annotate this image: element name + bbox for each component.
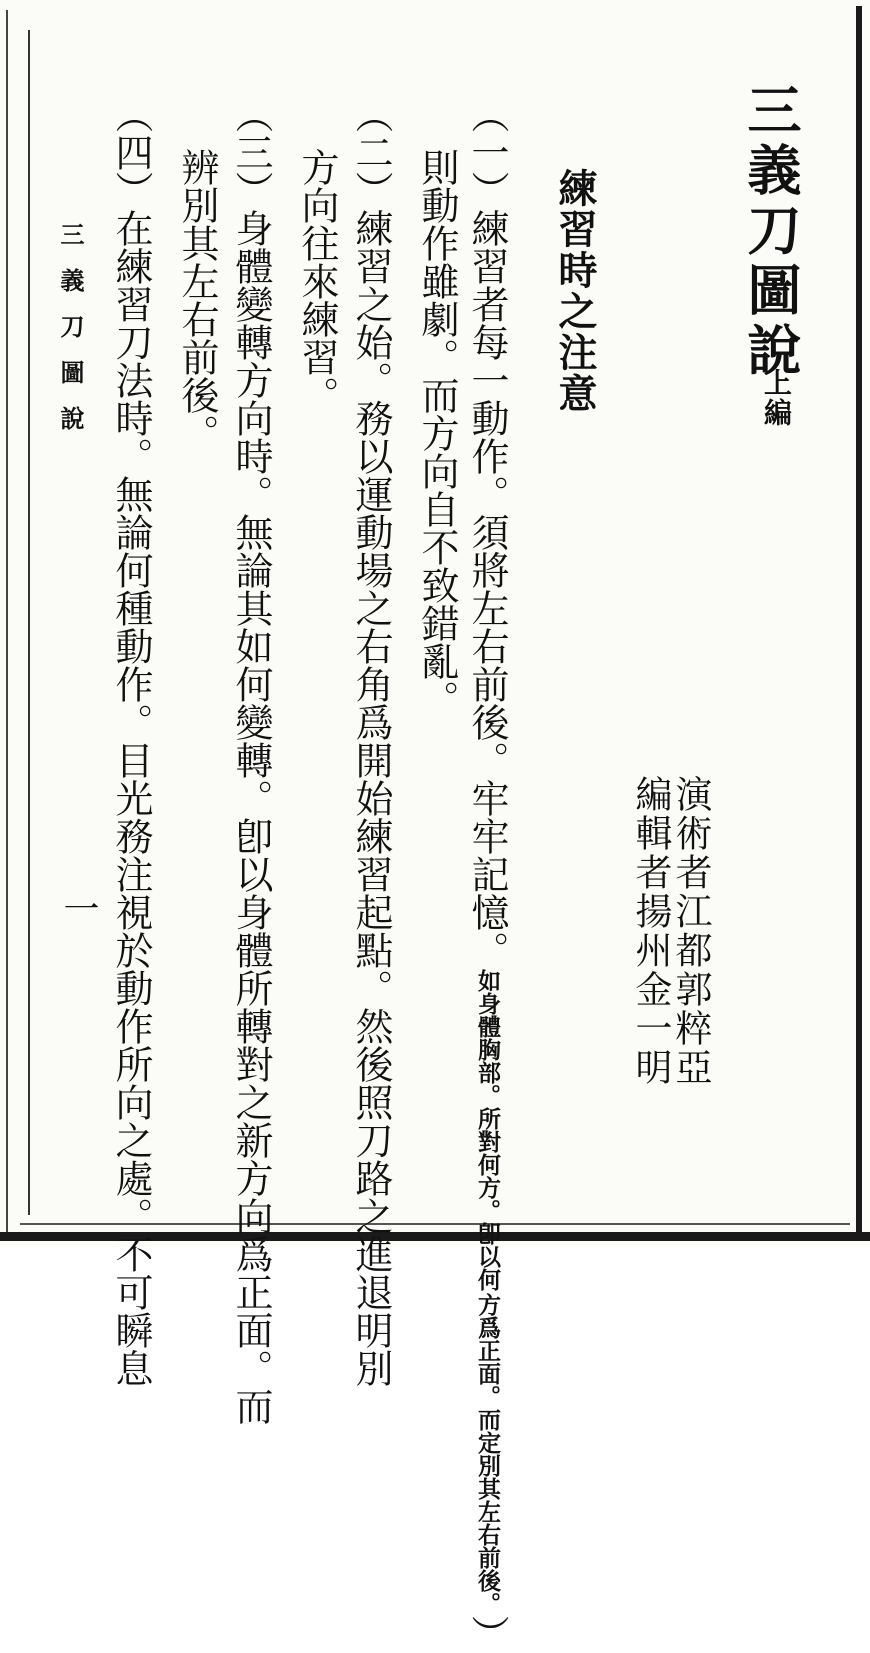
paragraph-4-line-1: （四）在練習刀法時。無論何種動作。目光務注視於動作所向之處。不可瞬息 (109, 95, 153, 1387)
annotation-line-1: 如身體胸部。所對何方。卽以何 (474, 969, 501, 1291)
running-head: 三義刀圖說 (56, 222, 85, 452)
byline-performer: 演術者江都郭粹亞 (669, 775, 712, 1087)
byline-editor: 編輯者揚州金一明 (629, 775, 672, 1087)
annotation-line-2: 方爲正面。而定別其左右前後。 (474, 1293, 501, 1615)
page-number: 一 (58, 890, 99, 926)
book-title: 三義刀圖說 (739, 82, 803, 382)
paragraph-2-line-2: 方向往來練習。 (295, 148, 339, 414)
paragraph-1-line-1: （一）練習者每一動作。須將左右前後。牢牢記憶。 如身體胸部。所對何方。卽以何 方爲正面。而定別其左右前後。 ） (465, 95, 509, 1653)
page-edge-right (856, 6, 862, 1236)
paragraph-2-line-1: （二）練習之始。務以運動場之右角爲開始練習起點。然後照刀路之進退明別 (349, 95, 393, 1387)
paragraph-1-line-2: 則動作雖劇。而方向自不致錯亂。 (415, 148, 459, 718)
volume-label: 上編 (760, 368, 793, 428)
frame-rule-left (28, 30, 30, 1215)
paragraph-3-line-2: 辨別其左右前後。 (175, 148, 219, 452)
section-heading: 練習時之注意 (552, 168, 598, 414)
paragraph-3-line-1: （三）身體變轉方向時。無論其如何變轉。卽以身體所轉對之新方向爲正面。而 (229, 95, 273, 1425)
page-edge-left (6, 10, 8, 1235)
